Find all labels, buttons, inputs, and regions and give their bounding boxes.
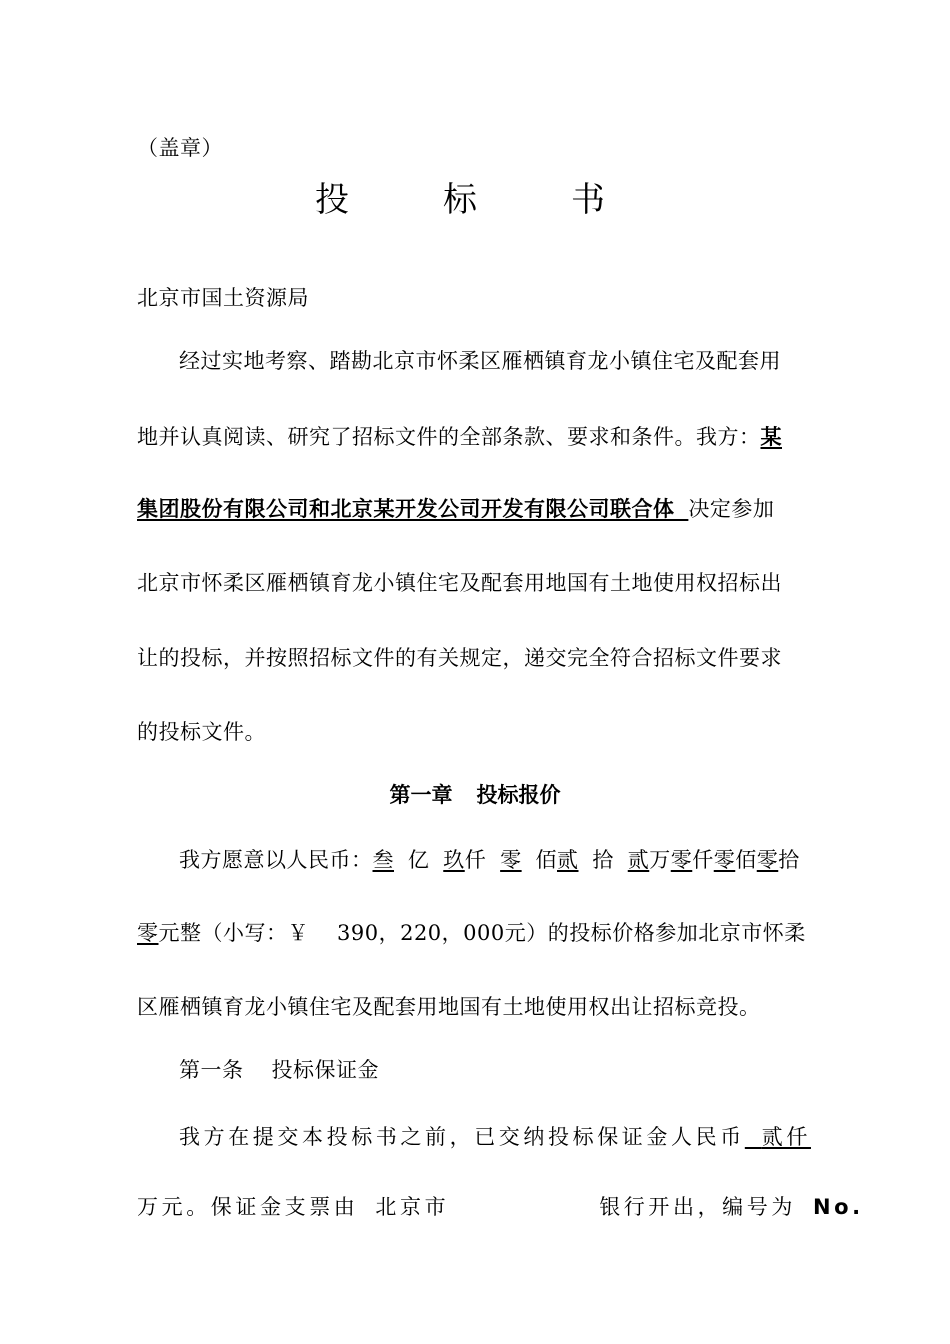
deposit-text-2a: 万元。保证金支票由: [137, 1195, 359, 1219]
quote-digit: 贰: [627, 848, 650, 872]
quote-digit: 贰: [557, 848, 579, 872]
article-name: 投标保证金: [271, 1058, 379, 1082]
quote-text-2: 元整（小写：￥: [158, 921, 309, 945]
quote-line-3: 区雁栖镇育龙小镇住宅及配套用地国有土地使用权出让招标竞投。: [137, 995, 761, 1019]
chapter-number: 第一章: [389, 783, 453, 807]
quote-line-1: [137, 845, 817, 875]
cheque-number-label: No.: [812, 1195, 864, 1219]
deposit-text-1: 我方在提交本投标书之前，已交纳投标保证金人民币: [179, 1125, 745, 1149]
seal-note: （盖章）: [137, 136, 223, 160]
intro-text-1: 经过实地考察、踏勘北京市怀柔区雁栖镇育龙小镇住宅及配套用: [179, 349, 781, 373]
quote-unit: 拾: [778, 848, 800, 872]
document-title: 投 标 书: [315, 180, 635, 220]
quote-unit: 万: [649, 848, 671, 872]
quote-unit: 佰: [535, 848, 557, 872]
intro-line-5: 让的投标，并按照招标文件的有关规定，递交完全符合招标文件要求: [137, 646, 782, 670]
quote-unit: 拾: [592, 848, 614, 872]
deposit-text-2b: 银行开出，编号为: [599, 1195, 796, 1219]
bidder-name: 集团股份有限公司和北京某开发公司开发有限公司联合体: [137, 497, 675, 521]
intro-line-6: 的投标文件。: [137, 720, 266, 744]
quote-text-2b: 元）的投标价格参加北京市怀柔: [504, 921, 806, 945]
quote-digit: 零: [137, 921, 159, 945]
quote-unit: 仟: [692, 848, 714, 872]
article-heading: [137, 1055, 817, 1085]
quote-line-2: [137, 918, 817, 948]
quote-digit: 叁: [372, 848, 394, 872]
intro-line-2: [137, 422, 817, 452]
quote-prefix: 我方愿意以人民币：: [179, 848, 373, 872]
intro-line-4: 北京市怀柔区雁栖镇育龙小镇住宅及配套用地国有土地使用权招标出: [137, 571, 782, 595]
bidder-name-start: 某: [760, 425, 782, 449]
quote-unit: 佰: [735, 848, 757, 872]
quote-digit: 零: [713, 848, 736, 872]
addressee: 北京市国土资源局: [137, 286, 309, 310]
quote-digit: 零: [670, 848, 693, 872]
chapter-heading: [0, 780, 950, 810]
quote-amount: 390，220，000: [337, 921, 505, 945]
deposit-line-1: [137, 1122, 817, 1152]
deposit-amount: 贰仟: [761, 1125, 811, 1149]
intro-line-3: [137, 494, 817, 524]
intro-text-3: 决定参加: [688, 497, 775, 521]
deposit-line-2: [137, 1192, 864, 1222]
chapter-name: 投标报价: [476, 783, 561, 807]
quote-unit: 仟: [464, 848, 487, 872]
intro-line-1: [137, 346, 817, 376]
quote-digit: 零: [500, 848, 522, 872]
intro-text-2: 地并认真阅读、研究了招标文件的全部条款、要求和条件。我方：: [137, 425, 761, 449]
quote-digit: 零: [756, 848, 779, 872]
deposit-bank-city: 北京市: [375, 1195, 450, 1219]
article-number: 第一条: [179, 1058, 244, 1082]
quote-unit: 亿: [407, 848, 430, 872]
quote-digit: 玖: [443, 848, 465, 872]
